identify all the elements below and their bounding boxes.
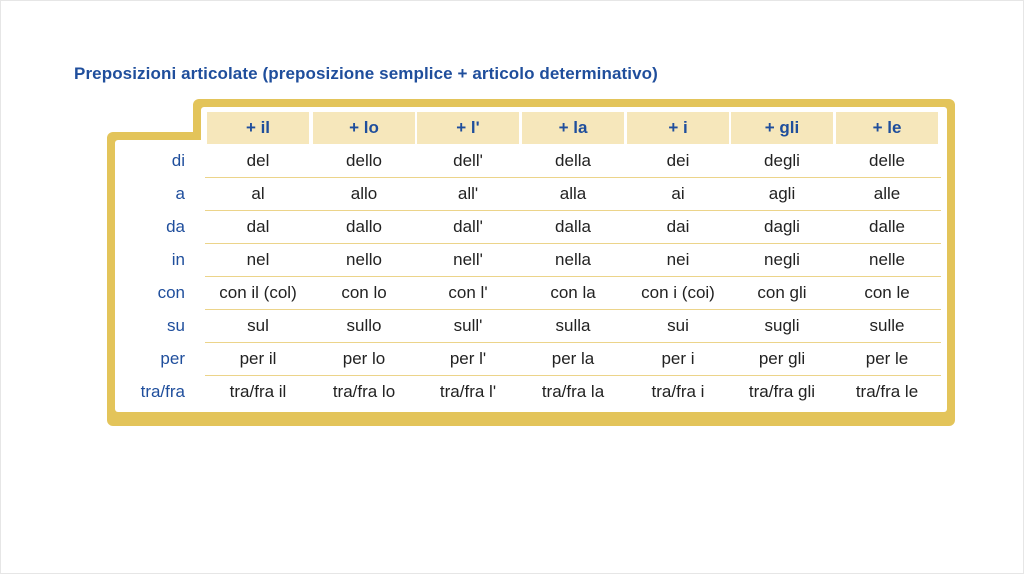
table-cell: dall' xyxy=(453,216,483,236)
table-cell: del xyxy=(246,150,270,170)
row-label: da xyxy=(166,216,185,236)
table-cell: nella xyxy=(555,249,591,269)
table-cell: dei xyxy=(666,150,690,170)
table-cell: sull' xyxy=(453,315,483,335)
table-cell: allo xyxy=(350,183,378,203)
table-cell: sugli xyxy=(764,315,800,335)
table-cell: tra/fra l' xyxy=(439,381,497,401)
table-cell: sullo xyxy=(346,315,382,335)
table-cell: negli xyxy=(764,249,800,269)
row-divider xyxy=(205,243,941,244)
row-divider xyxy=(205,309,941,310)
table-cell: dello xyxy=(346,150,382,170)
table-cell: con lo xyxy=(341,282,387,302)
table-cell: tra/fra la xyxy=(541,381,605,401)
table-cell: tra/fra lo xyxy=(332,381,396,401)
row-divider xyxy=(205,177,941,178)
row-label: tra/fra xyxy=(140,381,185,401)
table-cell: delle xyxy=(869,150,905,170)
table-cell: con la xyxy=(550,282,596,302)
table-cell: per i xyxy=(661,348,695,368)
table-cell: degli xyxy=(764,150,800,170)
table-cell: tra/fra le xyxy=(855,381,919,401)
row-divider xyxy=(205,375,941,376)
column-header: + i xyxy=(627,112,729,144)
table-cell: dallo xyxy=(346,216,382,236)
table-cell: tra/fra il xyxy=(229,381,287,401)
table-cell: con le xyxy=(864,282,910,302)
table-cell: dagli xyxy=(764,216,800,236)
table-cell: dalla xyxy=(555,216,591,236)
table-cell: al xyxy=(251,183,265,203)
column-header: + gli xyxy=(731,112,833,144)
table-cell: alla xyxy=(559,183,587,203)
table-cell: tra/fra gli xyxy=(748,381,816,401)
table-cell: con gli xyxy=(757,282,807,302)
table-cell: dai xyxy=(666,216,690,236)
table-cell: ai xyxy=(671,183,685,203)
row-divider xyxy=(205,276,941,277)
table-cell: con l' xyxy=(448,282,488,302)
row-label: con xyxy=(157,282,185,302)
table-cell: sui xyxy=(667,315,689,335)
table-cell: nel xyxy=(246,249,270,269)
column-header: + la xyxy=(522,112,624,144)
row-label: di xyxy=(171,150,185,170)
row-label: in xyxy=(171,249,185,269)
row-divider xyxy=(205,210,941,211)
column-header: + il xyxy=(207,112,309,144)
table-cell: per gli xyxy=(758,348,806,368)
column-header: + le xyxy=(836,112,938,144)
table-cell: per la xyxy=(551,348,595,368)
table-cell: della xyxy=(555,150,591,170)
table-cell: all' xyxy=(457,183,479,203)
column-header: + lo xyxy=(313,112,415,144)
table-cell: dell' xyxy=(453,150,483,170)
row-divider xyxy=(205,342,941,343)
table-cell: nell' xyxy=(453,249,483,269)
table-cell: nelle xyxy=(869,249,905,269)
table-cell: nello xyxy=(346,249,382,269)
table-cell: per l' xyxy=(449,348,487,368)
table-cell: per il xyxy=(239,348,277,368)
page-title: Preposizioni articolate (preposizione semplice + articolo determinativo) xyxy=(74,64,658,83)
table-cell: alle xyxy=(873,183,901,203)
table-cell: sulle xyxy=(869,315,905,335)
row-label: per xyxy=(160,348,185,368)
table-cell: con i (coi) xyxy=(641,282,715,302)
table-cell: per le xyxy=(865,348,909,368)
table-cell: tra/fra i xyxy=(651,381,705,401)
table-cell: per lo xyxy=(342,348,386,368)
table-cell: sulla xyxy=(555,315,591,335)
table-cell: dal xyxy=(246,216,270,236)
table-cell: agli xyxy=(768,183,796,203)
table-cell: nei xyxy=(666,249,690,269)
table-cell: sul xyxy=(247,315,269,335)
column-header: + l' xyxy=(417,112,519,144)
row-label: su xyxy=(167,315,185,335)
table-cell: dalle xyxy=(869,216,905,236)
table-cell: con il (col) xyxy=(219,282,297,302)
row-label: a xyxy=(175,183,185,203)
